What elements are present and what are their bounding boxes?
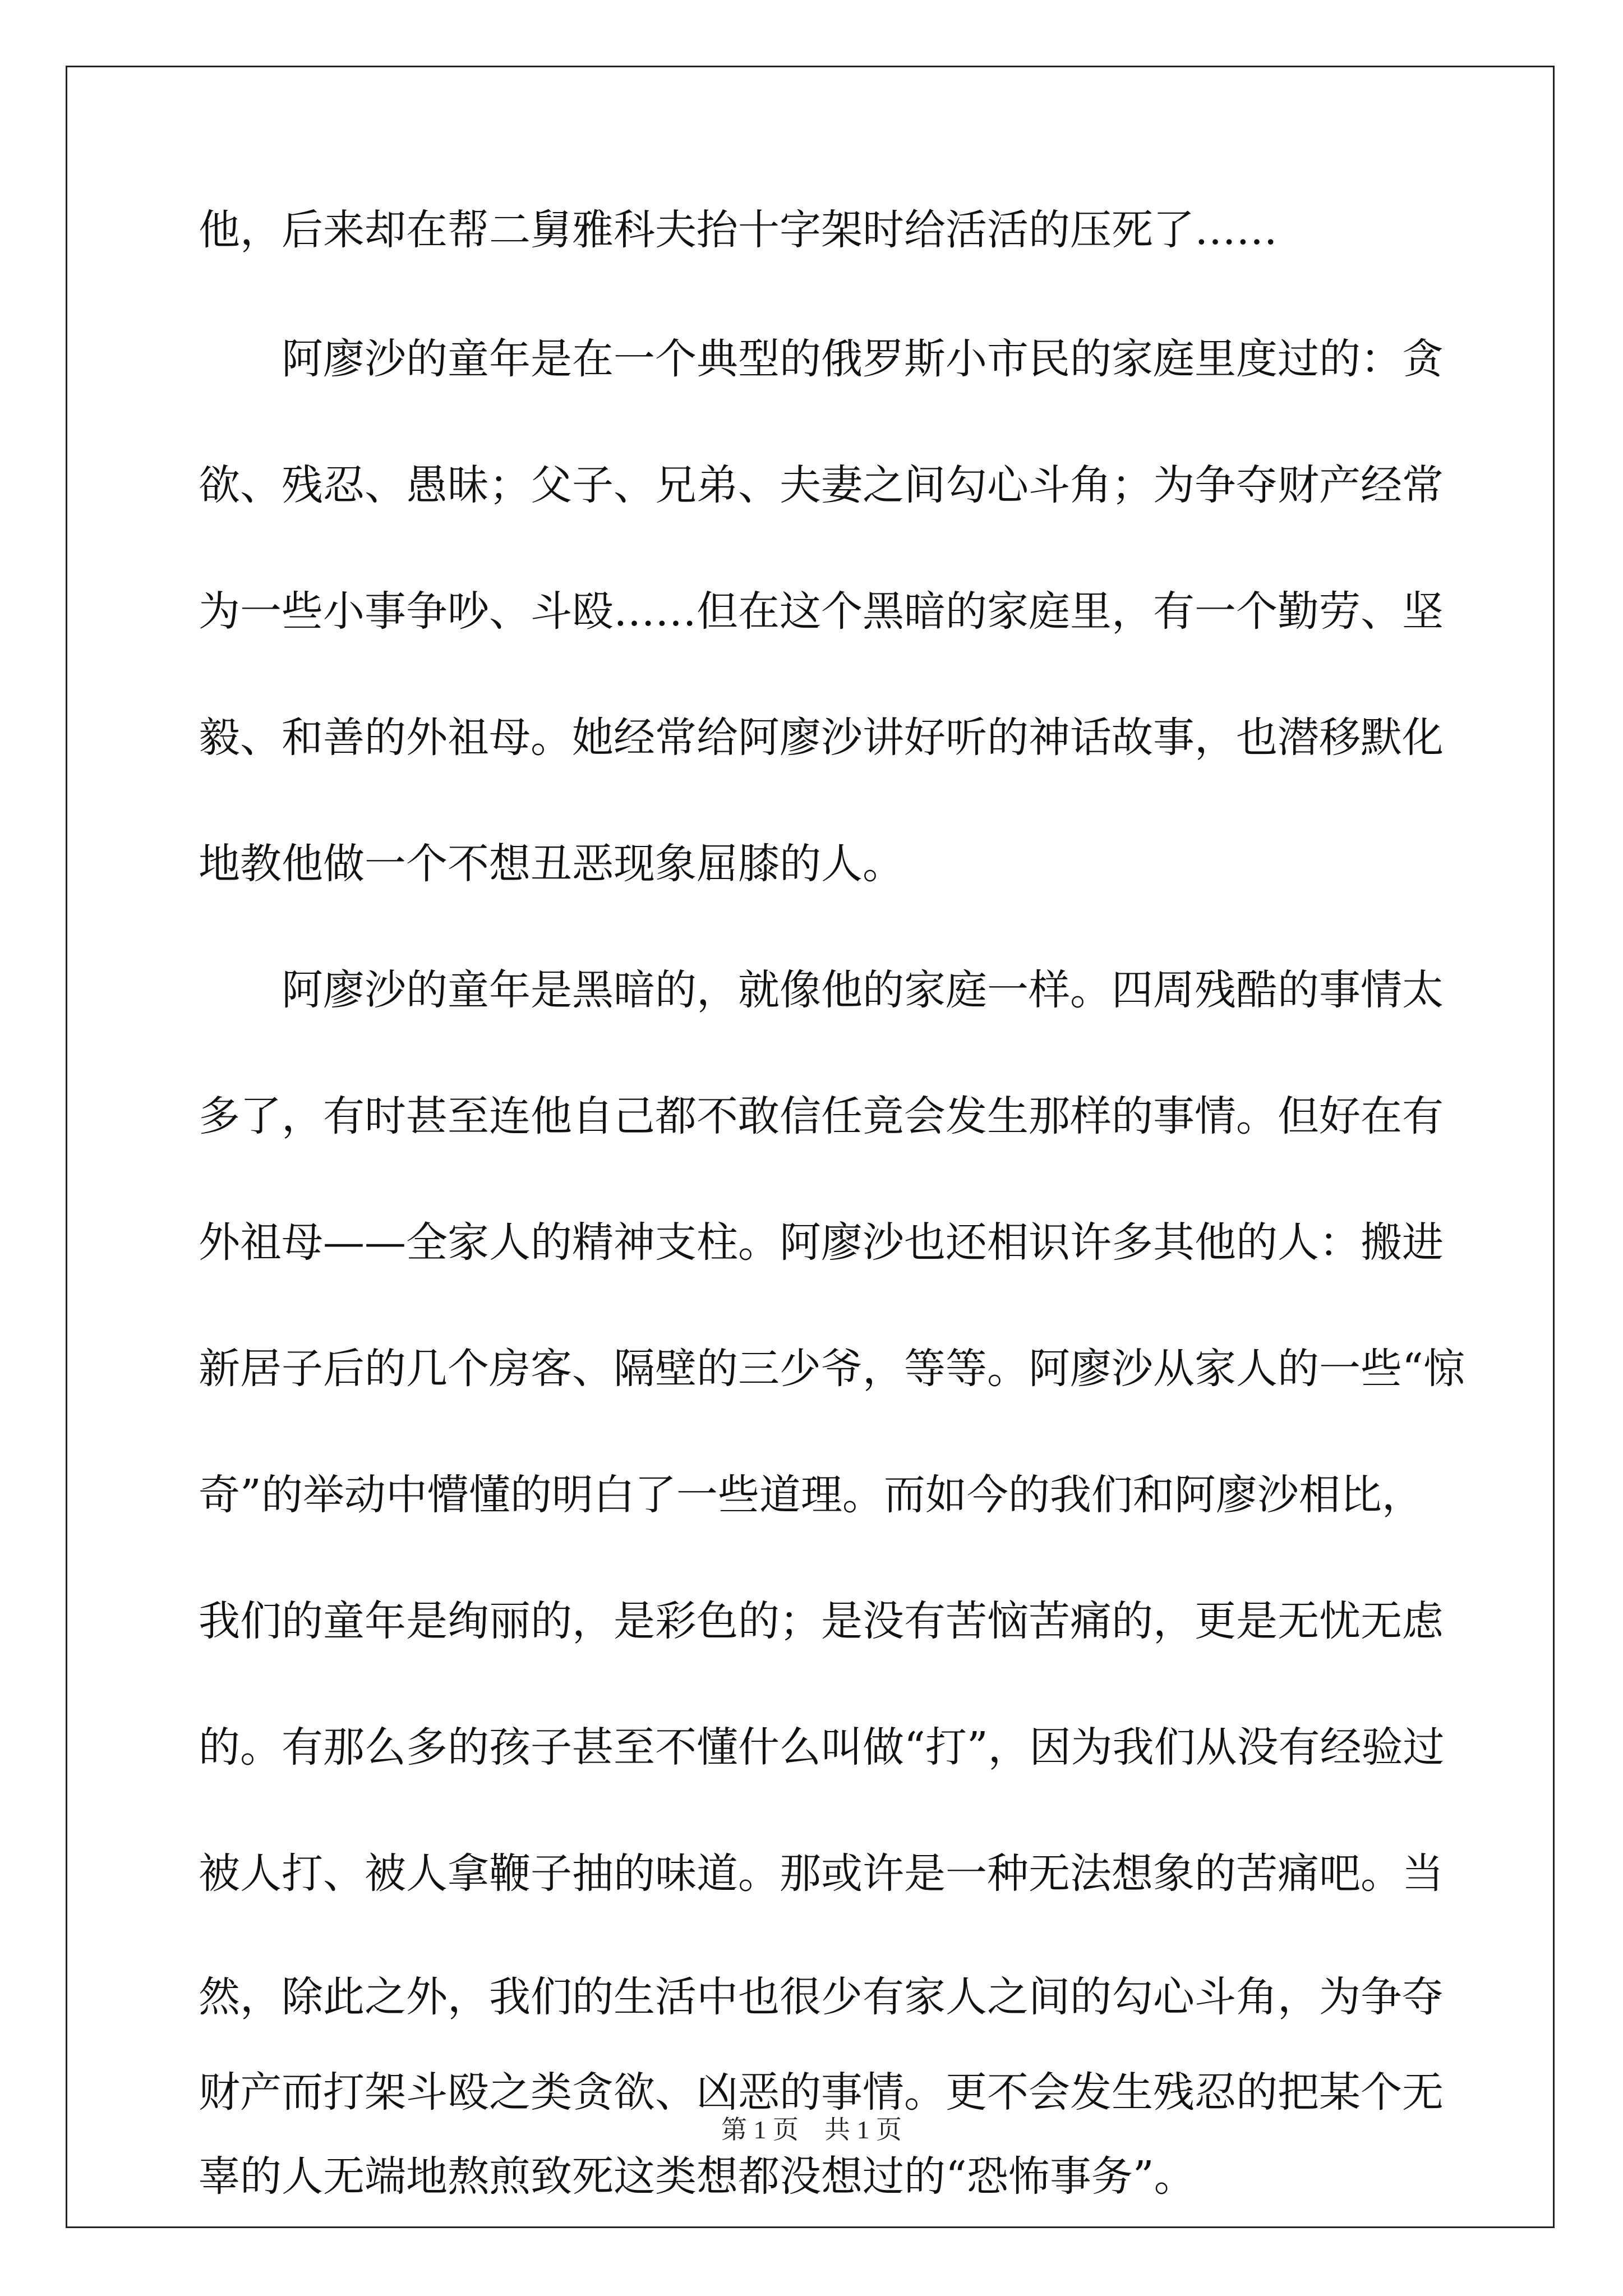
page-number-footer: 第 1 页 共 1 页 (721, 2115, 902, 2144)
text-line: 毅、和善的外祖母。她经常给阿廖沙讲好听的神话故事，也潜移默化 (199, 714, 1444, 762)
text-line: 欲、残忍、愚昧；父子、兄弟、夫妻之间勾心斗角；为争夺财产经常 (199, 461, 1444, 509)
text-line: 为一些小事争吵、斗殴……但在这个黑暗的家庭里，有一个勤劳、坚 (199, 587, 1444, 636)
text-line: 多了，有时甚至连他自己都不敢信任竟会发生那样的事情。但好在有 (199, 1092, 1444, 1140)
text-line: 的。有那么多的孩子甚至不懂什么叫做“打”，因为我们从没有经验过 (199, 1723, 1445, 1772)
text-line: 新居子后的几个房客、隔壁的三少爷，等等。阿廖沙从家人的一些“惊 (199, 1345, 1465, 1393)
text-line: 他，后来却在帮二舅雅科夫抬十字架时给活活的压死了…… (199, 206, 1278, 254)
text-line: 辜的人无端地熬煎致死这类想都没想过的“恐怖事务”。 (199, 2152, 1196, 2201)
text-line: 外祖母——全家人的精神支柱。阿廖沙也还相识许多其他的人：搬进 (199, 1218, 1444, 1267)
text-line: 地教他做一个不想丑恶现象屈膝的人。 (199, 840, 904, 888)
page-border (66, 66, 1555, 2228)
text-line: 然，除此之外，我们的生活中也很少有家人之间的勾心斗角，为争夺 (199, 1973, 1444, 2021)
text-line: 我们的童年是绚丽的，是彩色的；是没有苦恼苦痛的，更是无忧无虑 (199, 1597, 1444, 1645)
text-line: 奇”的举动中懵懂的明白了一些道理。而如今的我们和阿廖沙相比， (199, 1471, 1423, 1519)
paragraph-first-line: 阿廖沙的童年是在一个典型的俄罗斯小市民的家庭里度过的：贪 (282, 335, 1444, 383)
paragraph-first-line: 阿廖沙的童年是黑暗的，就像他的家庭一样。四周残酷的事情太 (282, 966, 1444, 1014)
text-line: 财产而打架斗殴之类贪欲、凶恶的事情。更不会发生残忍的把某个无 (199, 2068, 1444, 2116)
text-line: 被人打、被人拿鞭子抽的味道。那或许是一种无法想象的苦痛吧。当 (199, 1849, 1444, 1898)
